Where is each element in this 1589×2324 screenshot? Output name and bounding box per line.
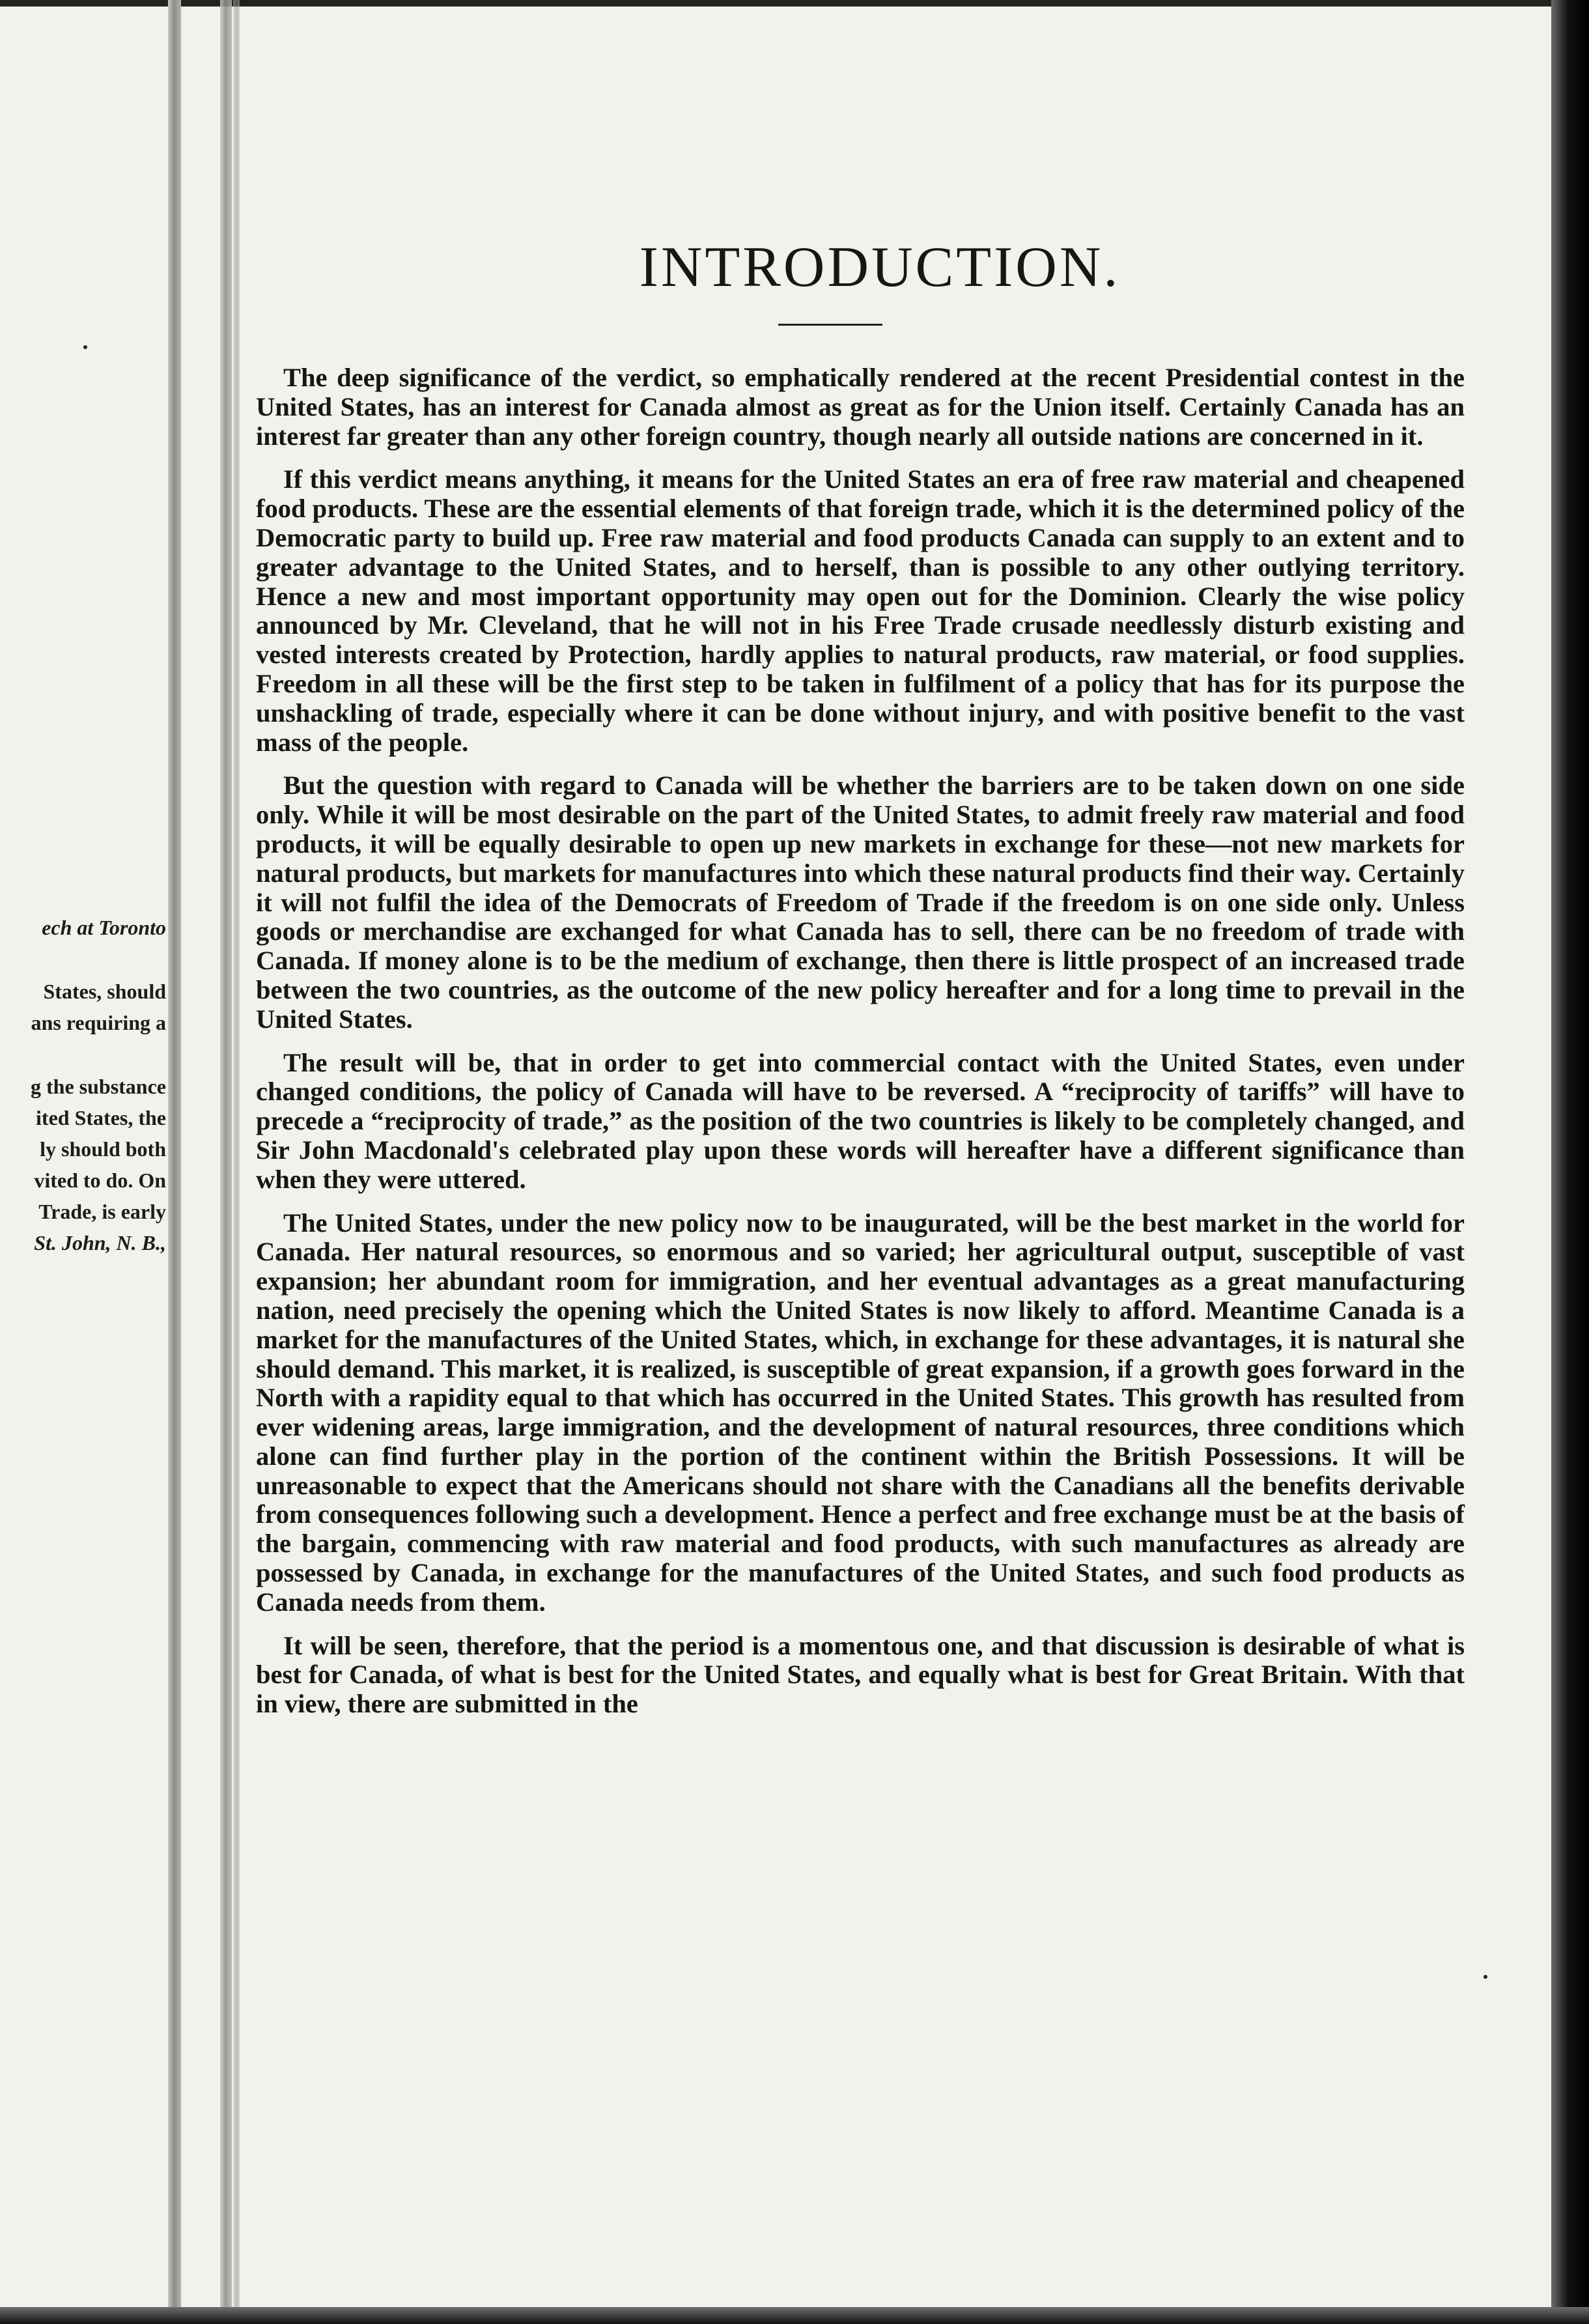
adjacent-page-line: ans requiring a (31, 1011, 166, 1034)
scan-speck (1484, 1975, 1487, 1979)
scan-speck (83, 345, 87, 349)
paragraph: If this verdict means anything, it means for the United States an era of free raw material and cheapened food products. These are the essential elements of that foreign trade, which it is the determined policy of the Democratic party to build up. Free raw material and food products Canada can supply to an extent and to greater advantage to the United States, and to herself, than is possible to any other outlying territory. Hence a new and most important opportunity may open out for the Dominion. Clearly the wise policy announced by Mr. Cleveland, that he will not in his Free Trade crusade needlessly disturb existing and vested interests created by Protection, hardly applies to natural products, raw material, or food supplies. Freedom in all these will be the first step to be taken in fulfilment of a policy that has for its purpose the unshackling of trade, especially where it can be done without injury, and with positive benefit to the vast mass of the people. (256, 464, 1465, 757)
page-gutter-shadow (220, 0, 232, 2324)
adjacent-page-line: ited States, the (36, 1106, 166, 1129)
adjacent-page-line: vited to do. On (34, 1169, 166, 1192)
adjacent-page-line: States, should (43, 980, 166, 1003)
paragraph: The United States, under the new policy now to be inaugurated, will be the best market in the world for Canada. Her natural resources, so enormous and so varied; her agricultural output, susceptible of vast expansion; her abundant room for immigration, and her eventual advantages as a great manufacturing nation, need precisely the opening which the United States is now likely to afford. Meantime Canada is a market for the manufactures of the United States, which, in exchange for these advantages, it is natural she should demand. This market, it is realized, is susceptible of great expansion, if a growth goes forward in the North with a rapidity equal to that which has occurred in the United States. This growth has resulted from ever widening areas, large immigration, and the development of natural resources, three conditions which alone can find further play in the portion of the continent within the British Possessions. It will be unreasonable to expect that the Americans should not share with the Canadians all the benefits derivable from consequences following such a development. Hence a perfect and free exchange must be at the basis of the bargain, commencing with raw material and food products, with such manufactures as already are possessed by Canada, in exchange for the manufactures of the United States, and such food products as Canada needs from them. (256, 1208, 1465, 1617)
scan-right-edge (1551, 0, 1589, 2324)
adjacent-page-line: St. John, N. B., (34, 1231, 166, 1254)
adjacent-page-line: ech at Toronto (42, 916, 166, 939)
paragraph: It will be seen, therefore, that the period is a momentous one, and that discussion is desirable of what is best for Canada, of what is best for the United States, and equally what is best for Great Britain. With that in view, there are submitted in the (256, 1630, 1465, 1719)
adjacent-page-fragment (0, 912, 171, 1258)
main-page (256, 234, 1465, 1733)
paragraph: The deep significance of the verdict, so emphatically rendered at the recent Presidential contest in the United States, has an interest for Canada almost as great as for the Union itself. Certainly Canada has an interest far greater than any other foreign country, though nearly all outside nations are concerned in it. (256, 363, 1465, 451)
adjacent-page-line: ly should both (40, 1137, 166, 1161)
paragraph: The result will be, that in order to get into commercial contact with the United States, even under changed conditions, the policy of Canada will have to be reversed. A “reciprocity of tariffs” will have to precede a “reciprocity of trade,” as the position of the two countries is likely to be completely changed, and Sir John Macdonald's celebrated play upon these words will hereafter have a different significance than when they were uttered. (256, 1047, 1465, 1194)
page-gutter-shadow (233, 0, 240, 2324)
scan-bottom-edge (0, 2307, 1589, 2324)
title-rule (778, 324, 882, 326)
paragraph: But the question with regard to Canada will be whether the barriers are to be taken down on one side only. While it will be most desirable on the part of the United States, to admit freely raw material and food products, it will be equally desirable to open up new markets in exchange for these—not new markets for natural products, but markets for manufactures into which these natural products find their way. Certainly it will not fulfil the idea of the Democrats of Freedom of Trade if the freedom is on one side only. Unless goods or merchandise are exchanged for what Canada has to sell, there can be no freedom of trade with Canada. If money alone is to be the medium of exchange, then there is little prospect of an increased trade between the two countries, as the outcome of the new policy hereafter and for a long time to prevail in the United States. (256, 771, 1465, 1034)
adjacent-page-line: Trade, is early (38, 1200, 166, 1223)
adjacent-page-line: g the substance (30, 1075, 166, 1098)
page-title: INTRODUCTION. (639, 236, 1121, 299)
